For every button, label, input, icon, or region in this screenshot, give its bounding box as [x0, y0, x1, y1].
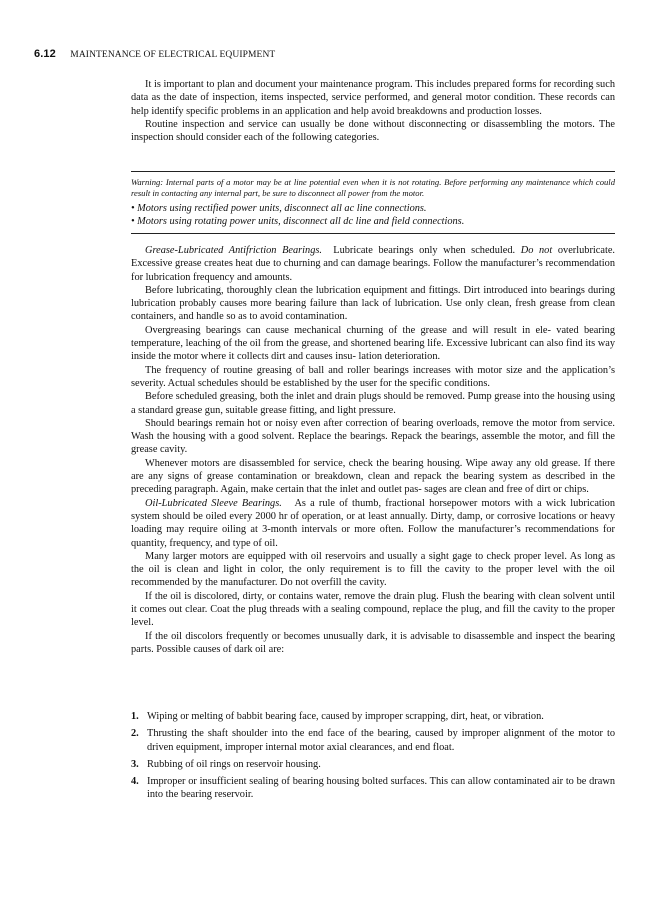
grease-paragraph: Overgreasing bearings can cause mechanical churning of the grease and will result in ele- vated bearing temperature, leaching of the oil from the grease, and shortened bearing life. Excessive lubricant can also find its way inside the motor where it collects dirt and causes insu- lation deterioration. [131, 324, 615, 363]
list-number: 3. [131, 758, 139, 770]
grease-paragraph: Whenever motors are disassembled for service, check the bearing housing. Wipe away any old grease. If there are any signs of grease contamination or breakdown, clean and repack the bearing system as described in the preceding paragraph. Again, make certain that the inlet and outlet pas- sages are clean and free of dirt or chips. [131, 457, 615, 496]
warning-box [131, 171, 615, 234]
bearings-section [131, 244, 615, 656]
grease-paragraph: The frequency of routine greasing of ball and roller bearings increases with motor size and the application’s severity. Actual schedules should be established by the user for the specific conditions. [131, 364, 615, 389]
grease-paragraph: Before scheduled greasing, both the inlet and drain plugs should be removed. Pump grease into the housing using a standard grease gun, suitable grease fitting, and light pressure. [131, 391, 615, 416]
intro-paragraph: It is important to plan and document your maintenance program. This includes prepared forms for recording such data as the date of inspection, items inspected, service performed, and general motor condition. These records can help identify specific problems in an application and help avoid breakdowns and production losses. [131, 79, 615, 117]
intro-paragraph: Routine inspection and service can usually be done without disconnecting or disassembling the motors. The inspection should consider each of the following categories. [131, 118, 615, 144]
oil-paragraph: Many larger motors are equipped with oil reservoirs and usually a sight gage to check proper level. As long as the oil is clean and light in color, the only requirement is to fill the cavity to the proper level with the oil recommended by the manufacturer. Do not overfill the cavity. [131, 550, 615, 589]
warning-item: • Motors using rotating power units, disconnect all dc line and field connections. [131, 216, 465, 227]
list-item [131, 710, 615, 723]
grease-text: Lubricate bearings only when scheduled. [333, 245, 516, 256]
grease-paragraph: Should bearings remain hot or noisy even after correction of bearing overloads, remove the motor from service. Wash the housing with a good solvent. Replace the bearings. Repack the bearings, assemble the motor, and fill the grease cavity. [131, 417, 615, 456]
list-item [131, 758, 615, 771]
grease-emphasis: Do not [520, 245, 553, 256]
list-item [131, 775, 615, 802]
list-number: 2. [131, 728, 139, 740]
list-item [131, 727, 615, 754]
oil-text: As a rule of thumb, fractional horsepower motors with a wick lubrication system should be oiled every 2000 hr of operation, or at least annually. Dirty, damp, or corrosive locations or heavy loading may require oiling at 3-month intervals or more often. Follow the manufacturer’s recommendations for quantity, frequency, and type of oil. [131, 497, 615, 549]
grease-intro-paragraph [131, 244, 615, 284]
chapter-title: MAINTENANCE OF ELECTRICAL EQUIPMENT [70, 50, 276, 60]
dark-oil-causes-list [131, 710, 615, 806]
grease-paragraph: Before lubricating, thoroughly clean the lubrication equipment and fittings. Dirt introduced into bearings during lubrication probably causes more bearing failure than lack of lubrication. Use only clean, fresh grease from clean containers, and handle so as to avoid contamination. [131, 284, 615, 323]
oil-paragraph: If the oil is discolored, dirty, or contains water, remove the drain plug. Flush the bearing with clean solvent until it comes out clear. Coat the plug threads with a sealing compound, replace the plug, and fill the cavity to the proper level. [131, 590, 615, 629]
warning-note: Warning: Internal parts of a motor may be at line potential even when it is not rotating. Before performing any maintenance which could result in contacting any internal part, be sure to disconnect all power from the motor. [131, 177, 615, 198]
running-header [34, 48, 634, 60]
list-text: Thrusting the shaft shoulder into the end face of the bearing, caused by improper alignment of the motor to driven equipment, improper internal motor axial clearances, and end float. [147, 728, 615, 753]
list-number: 4. [131, 776, 139, 788]
grease-text: overlubricate. Excessive grease creates heat due to churning and can damage bearings. Follow the manufacturer’s recommendation for lubrication frequency and amounts. [131, 245, 616, 283]
oil-paragraph: If the oil discolors frequently or becomes unusually dark, it is advisable to disassemble and inspect the bearing parts. Possible causes of dark oil are: [131, 630, 615, 655]
oil-heading: Oil-Lubricated Sleeve Bearings. [145, 497, 282, 509]
grease-heading: Grease-Lubricated Antifriction Bearings. [145, 245, 323, 256]
list-text: Improper or insufficient sealing of bearing housing bolted surfaces. This can allow contaminated air to be drawn into the bearing reservoir. [147, 776, 615, 801]
list-number: 1. [131, 711, 139, 722]
intro-section [131, 78, 615, 144]
page-number: 6.12 [34, 48, 56, 60]
oil-intro-paragraph [131, 497, 615, 550]
list-text: Wiping or melting of babbit bearing face, caused by improper scrapping, dirt, heat, or vibration. [147, 711, 544, 722]
list-text: Rubbing of oil rings on reservoir housing. [147, 758, 321, 770]
warning-item: • Motors using rectified power units, disconnect all ac line connections. [131, 203, 427, 214]
